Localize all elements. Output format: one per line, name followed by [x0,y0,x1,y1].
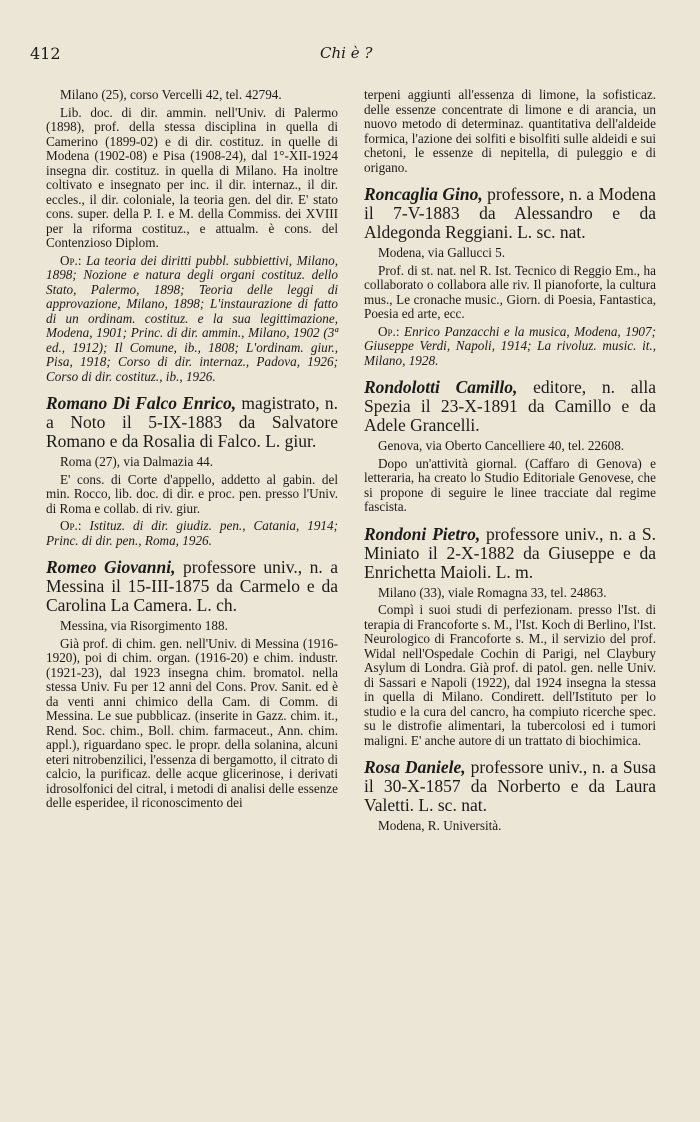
entry-continuation [46,88,338,384]
entry-rondolotti [364,378,656,515]
entry-address: Genova, via Oberto Cancelliere 40, tel. 22608. [378,438,625,453]
entry-address: Roma (27), via Dalmazia 44. [60,454,214,469]
works-label: Op.: [60,252,82,268]
entry-biography: Dopo un'attività giornal. (Caffaro di Genova) e letteraria, ha creato lo Studio Editoriale Genovese, che si propone di seguire le linee tracciate dal regime fascista. [364,455,656,514]
right-column [364,88,656,837]
entry-biography: Compì i suoi studi di perfezionam. presso l'Ist. di terapia di Francoforte s. M., l'Ist. Koch di Berlino, l'Ist. Neurologico di Francoforte s. M., il servizio del prof. Widal nell'Ospedale Cochin di Parigi, nel Claybury Asylum di Londra. Già prof. di patol. gen. nelle Univ. di Sassari e Napoli (1922), dal 1924 insegna la stessa in quella di Milano. Condirett. dell'Istituto per lo studio e la cura del cancro, ha compiuto ricerche spec. su le distrofie alimentari, la tubercolosi ed i tumori maligni. E' anche autore di un trattato di biochimica. [364,602,656,748]
entry-biography: Già prof. di chim. gen. nell'Univ. di Messina (1916-1920), poi di chim. organ. (1916-20) e chim. industr. (1921-23), dal 1923 insegna chim. bromatol. nella stessa Univ. Fu per 12 anni del Cons. Prov. Sanit. ed è da venti anni chimico della Cam. di Comm. di Messina. Le sue pubblicaz. (inserite in Gazz. chim. it., Rend. Soc. chim., Boll. chim. farmaceut., Ann. chim. appl.), riguardano spec. le propr. della solanina, alcuni eteri nitrobenzilici, l'essenza di bergamotto, il citrato di calcio, la purificaz. delle acque glicerinose, i derivati idrosolfonici del citral, i metodi di analisi delle essenze delle esperidee, il riconoscimento dei [46,635,338,810]
entry-biography-continuation: terpeni aggiunti all'essenza di limone, la sofisticaz. delle essenze concentrate di limone e di arancia, un nuovo metodo di determinaz. quantitativa dell'aldeide formica, l'azione dei solfiti e bisolfiti sulle aldeidi e sui chetoni, le essenze di nepitella, di puleggio e di origano. [364,87,656,175]
entry-roncaglia [364,185,656,368]
entry-heading [364,185,656,242]
works-list: Istituz. di dir. giudiz. pen., Catania, 1914; Princ. di dir. pen., Roma, 1926. [46,518,338,548]
entry-biography: E' cons. di Corte d'appello, addetto al gabin. del min. Rocco, lib. doc. di dir. e proc. pen. presso l'Univ. di Roma e collab. di riv. giur. [46,471,338,516]
running-title: Chi è ? [320,44,373,62]
entry-description: professore univ., n. a Messina il 15-III-1875 da Carmelo e da Carolina La Camera. L. ch. [46,557,338,615]
entry-works [46,254,338,385]
entry-name: Rosa Daniele, [364,757,466,777]
entry-address: Messina, via Risorgimento 188. [60,618,228,633]
entry-romeo [46,558,338,811]
entry-romano [46,394,338,548]
entry-works [46,519,338,548]
page-number: 412 [30,44,61,63]
entry-heading [364,378,656,435]
works-list: La teoria dei diritti pubbl. subbiettivi, Milano, 1898; Nozione e natura degli organi costituz. dello Stato, Palermo, 1898; Teoria delle leggi di approvazione, Milano, 1898; L'instaurazione di fatto di un ordinam. costituz. e la sua legittimazione, Modena, 1901; Princ. di dir. ammin., Milano, 1902 (3ª ed., 1912); Il Comune, ib., 1808; L'ordinam. giur., Pisa, 1918; Corso di dir. internaz., Padova, 1926; Corso di dir. costituz., ib., 1926. [46,252,338,384]
entry-description: professore, n. a Modena il 7-V-1883 da Alessandro e da Aldegonda Reggiani. L. sc. nat. [364,184,656,242]
entry-biography: Lib. doc. di dir. ammin. nell'Univ. di Palermo (1898), prof. della stessa disciplina in quella di Camerino (1899-02) e di dir. costituz. in quelle di Modena (1902-08) e Pisa (1908-24), dal 1°-XII-1924 insegna dir. costituz. in quella di Milano. Ha inoltre coltivato e insegnato per inc. il dir. internaz., il dir. eccles., il dir. coloniale, la teoria gen. del dir. E' stato cons. super. della P. I. e M. della Commiss. dei XVIII per la riforma costituz., e attualm. è cons. del Contenzioso Diplom. [46,104,338,250]
entry-description: editore, n. alla Spezia il 23-X-1891 da Camillo e da Adele Grancelli. [364,377,656,435]
entry-heading [364,758,656,815]
entry-name: Rondoni Pietro, [364,523,481,544]
works-list: Enrico Panzacchi e la musica, Modena, 1907; Giuseppe Verdi, Napoli, 1914; La rivoluz. music. it., Milano, 1928. [364,323,657,368]
entry-address: Modena, R. Università. [378,818,502,833]
entry-address: Milano (25), corso Vercelli 42, tel. 42794. [60,87,282,102]
entry-name: Roncaglia Gino, [364,184,483,204]
entry-heading [46,394,338,451]
entry-name: Romeo Giovanni, [46,557,176,577]
entry-name: Rondolotti Camillo, [364,377,518,397]
left-column [46,88,338,814]
entry-description: professore univ., n. a Susa il 30-X-1857 da Norberto e da Laura Valetti. L. sc. nat. [364,757,656,815]
entry-works [364,325,656,369]
entry-rondoni [364,525,656,749]
entry-address: Milano (33), viale Romagna 33, tel. 24863. [378,584,607,600]
entry-address: Modena, via Gallucci 5. [378,245,506,260]
works-label: Op.: [378,323,400,339]
entry-name: Romano Di Falco Enrico, [46,393,237,413]
entry-description: professore univ., n. a S. Miniato il 2-X-1882 da Giuseppe e da Enrichetta Maioli. L. m. [364,523,656,582]
entry-heading [46,558,338,615]
entry-heading [364,525,656,582]
works-label: Op.: [60,518,82,533]
entry-rosa [364,758,656,834]
entry-description: magistrato, n. a Noto il 5-IX-1883 da Salvatore Romano e da Rosalia di Falco. L. giur. [46,393,338,451]
entry-biography: Prof. di st. nat. nel R. Ist. Tecnico di Reggio Em., ha collaborato o collabora alle riv. Il pianoforte, la cultura mus., Le cronache music., Giorn. di Poesia, Fantastica, Poesia ed arte, ecc. [364,262,656,321]
